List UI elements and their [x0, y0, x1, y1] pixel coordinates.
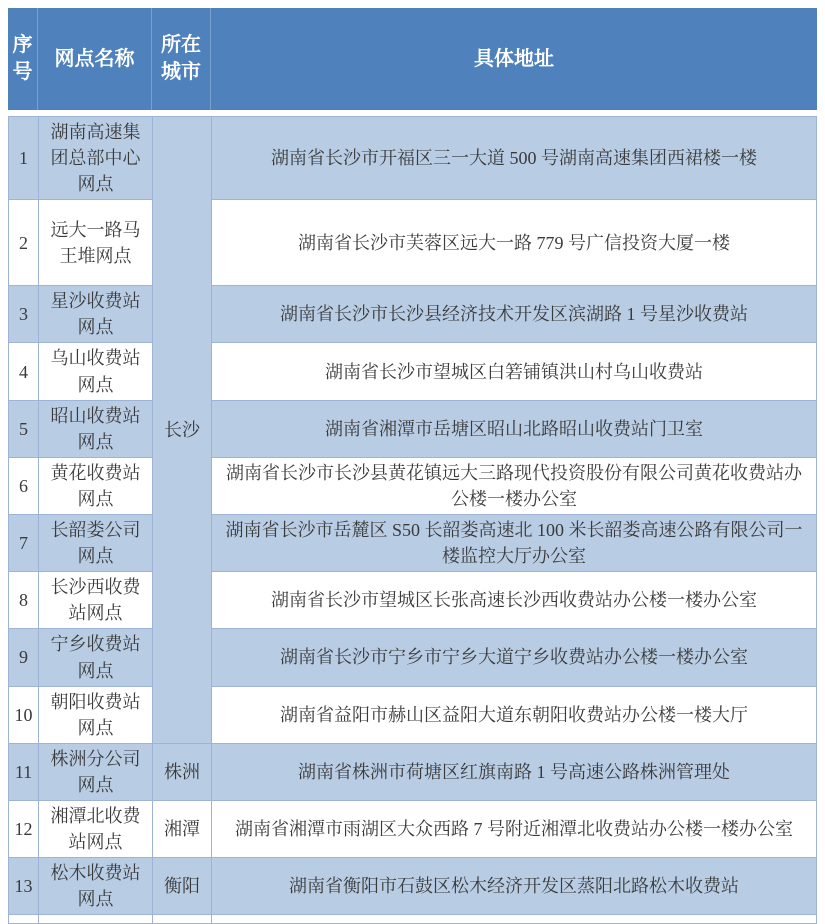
branch-name-cell: 湘潭北收费站网点: [39, 800, 153, 857]
address-cell: 湖南省湘潭市雨湖区大众西路 7 号附近湘潭北收费站办公楼一楼办公室: [212, 800, 817, 857]
row-number-cell: 1: [9, 117, 39, 200]
column-header-address: 具体地址: [474, 47, 554, 70]
address-cell: 湖南省长沙市望城区白箬铺镇洪山村乌山收费站: [212, 343, 817, 400]
table-row: [9, 343, 817, 400]
table-row: [9, 800, 817, 857]
table-row: [9, 858, 817, 915]
column-header-name: 网点名称: [38, 8, 152, 110]
address-cell: 湖南省长沙市望城区长张高速长沙西收费站办公楼一楼办公室: [212, 572, 817, 629]
branch-name-cell: 松木收费站网点: [39, 858, 153, 915]
row-number-cell: 9: [9, 629, 39, 686]
branch-name-cell: 乌山收费站网点: [39, 343, 153, 400]
column-header-city: 所在城市: [152, 8, 211, 110]
row-number-cell: 3: [9, 286, 39, 343]
table-row: [9, 572, 817, 629]
address-cell: 湖南省湘潭市岳塘区昭山北路昭山收费站门卫室: [212, 400, 817, 457]
city-cell: 湘潭: [153, 800, 212, 857]
branch-name-cell: 长沙西收费站网点: [39, 572, 153, 629]
address-cell: 湖南省株洲市荷塘区红旗南路 1 号高速公路株洲管理处: [212, 743, 817, 800]
table-row: [9, 400, 817, 457]
partial-cell: [9, 915, 39, 924]
partial-cell: [153, 915, 212, 924]
table-row: [9, 515, 817, 572]
branch-name-cell: 星沙收费站网点: [39, 286, 153, 343]
row-number-cell: 7: [9, 515, 39, 572]
column-header-no: 序号: [8, 8, 38, 110]
partial-cell: [39, 915, 153, 924]
branch-name-cell: 长韶娄公司网点: [39, 515, 153, 572]
table-row: [9, 117, 817, 200]
row-number-cell: 5: [9, 400, 39, 457]
address-cell: 湖南省长沙市长沙县黄花镇远大三路现代投资股份有限公司黄花收费站办公楼一楼办公室: [212, 457, 817, 514]
table-body: [8, 116, 817, 924]
branch-name-cell: 远大一路马王堆网点: [39, 200, 153, 286]
table-row: [9, 200, 817, 286]
table-row: [9, 286, 817, 343]
table-row: [9, 629, 817, 686]
address-cell: 湖南省长沙市岳麓区 S50 长韶娄高速北 100 米长韶娄高速公路有限公司一楼监控大厅办公室: [212, 515, 817, 572]
row-number-cell: 6: [9, 457, 39, 514]
branch-name-cell: 宁乡收费站网点: [39, 629, 153, 686]
address-cell: 湖南省衡阳市石鼓区松木经济开发区蒸阳北路松木收费站: [212, 858, 817, 915]
branch-name-cell: 株洲分公司网点: [39, 743, 153, 800]
table-row: [9, 457, 817, 514]
table-row: [9, 743, 817, 800]
address-cell: 湖南省长沙市长沙县经济技术开发区滨湖路 1 号星沙收费站: [212, 286, 817, 343]
city-cell: 长沙: [153, 117, 212, 744]
city-cell: 衡阳: [153, 858, 212, 915]
row-number-cell: 10: [9, 686, 39, 743]
row-number-cell: 12: [9, 800, 39, 857]
partial-cell: [212, 915, 817, 924]
branch-name-cell: 朝阳收费站网点: [39, 686, 153, 743]
table-row-partial: [9, 915, 817, 924]
branch-name-cell: 昭山收费站网点: [39, 400, 153, 457]
address-cell: 湖南省益阳市赫山区益阳大道东朝阳收费站办公楼一楼大厅: [212, 686, 817, 743]
branch-name-cell: 黄花收费站网点: [39, 457, 153, 514]
table-row: [9, 686, 817, 743]
row-number-cell: 4: [9, 343, 39, 400]
row-number-cell: 8: [9, 572, 39, 629]
branch-name-cell: 湖南高速集团总部中心网点: [39, 117, 153, 200]
address-cell: 湖南省长沙市开福区三一大道 500 号湖南高速集团西裙楼一楼: [212, 117, 817, 200]
address-cell: 湖南省长沙市芙蓉区远大一路 779 号广信投资大厦一楼: [212, 200, 817, 286]
row-number-cell: 11: [9, 743, 39, 800]
address-cell: 湖南省长沙市宁乡市宁乡大道宁乡收费站办公楼一楼办公室: [212, 629, 817, 686]
table-header-row: [8, 8, 817, 110]
city-cell: 株洲: [153, 743, 212, 800]
branch-locations-table: [8, 8, 817, 924]
row-number-cell: 13: [9, 858, 39, 915]
row-number-cell: 2: [9, 200, 39, 286]
